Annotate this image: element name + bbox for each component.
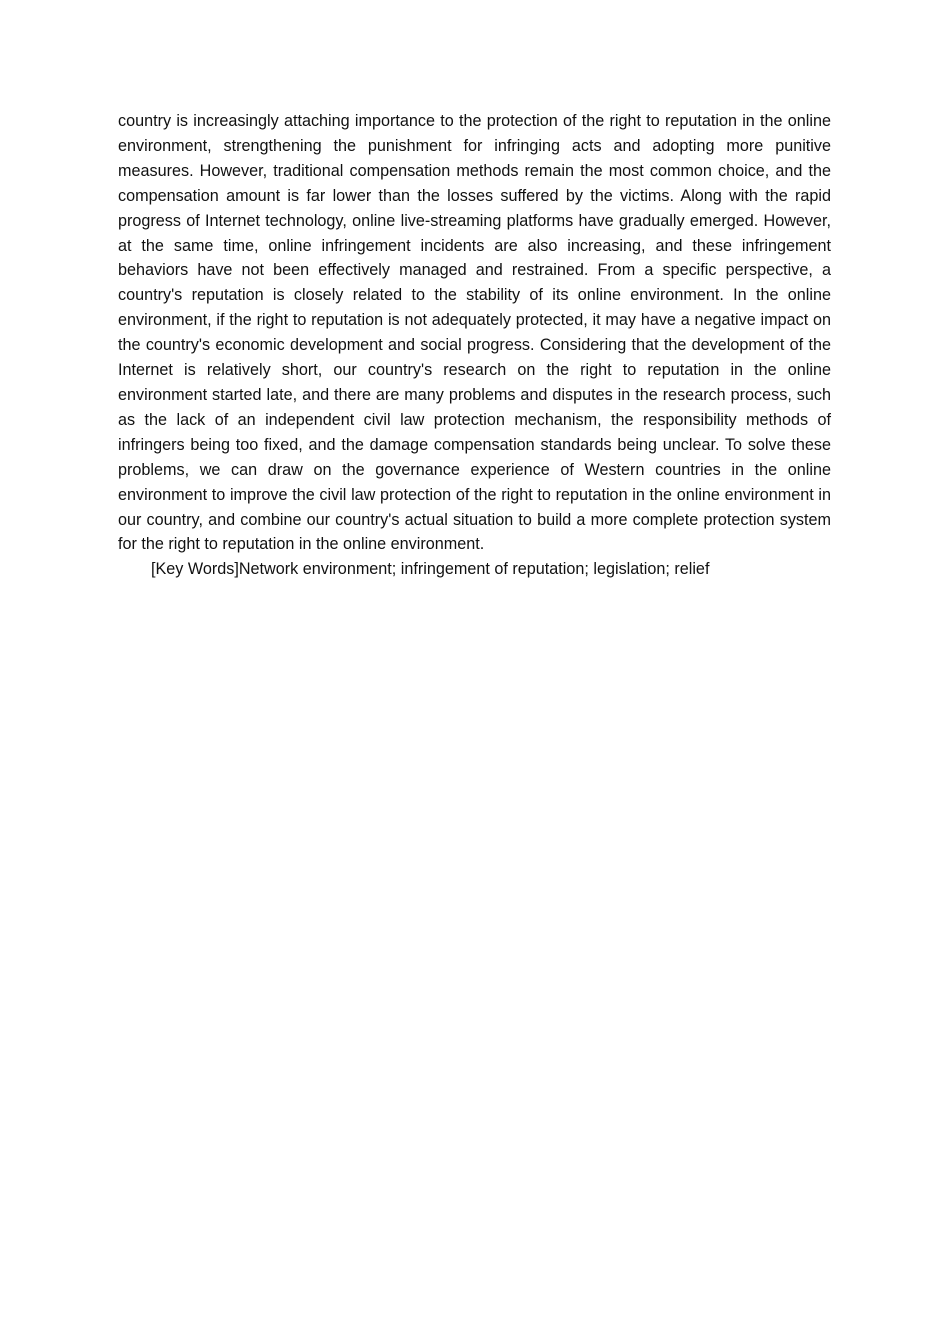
abstract-paragraph: country is increasingly attaching importance to the protection of the right to reputation in the online environment, strengthening the punishment for infringing acts and adopting more punitive measures. However, traditional compensation methods remain the most common choice, and the compensation amount is far lower than the losses suffered by the victims. Along with the rapid progress of Internet technology, online live-streaming platforms have gradually emerged. However, at the same time, online infringement incidents are also increasing, and these infringement behaviors have not been effectively managed and restrained. From a specific perspective, a country's reputation is closely related to the stability of its online environment. In the online environment, if the right to reputation is not adequately protected, it may have a negative impact on the country's economic development and social progress. Considering that the development of the Internet is relatively short, our country's research on the right to reputation in the online environment started late, and there are many problems and disputes in the research process, such as the lack of an independent civil law protection mechanism, the responsibility methods of infringers being too fixed, and the damage compensation standards being unclear. To solve these problems, we can draw on the governance experience of Western countries in the online environment to improve the civil law protection of the right to reputation in the online environment in our country, and combine our country's actual situation to build a more complete protection system for the right to reputation in the online environment. bbox=[118, 112, 831, 554]
keywords-line: [Key Words]Network environment; infringement of reputation; legislation; relief bbox=[151, 560, 710, 578]
